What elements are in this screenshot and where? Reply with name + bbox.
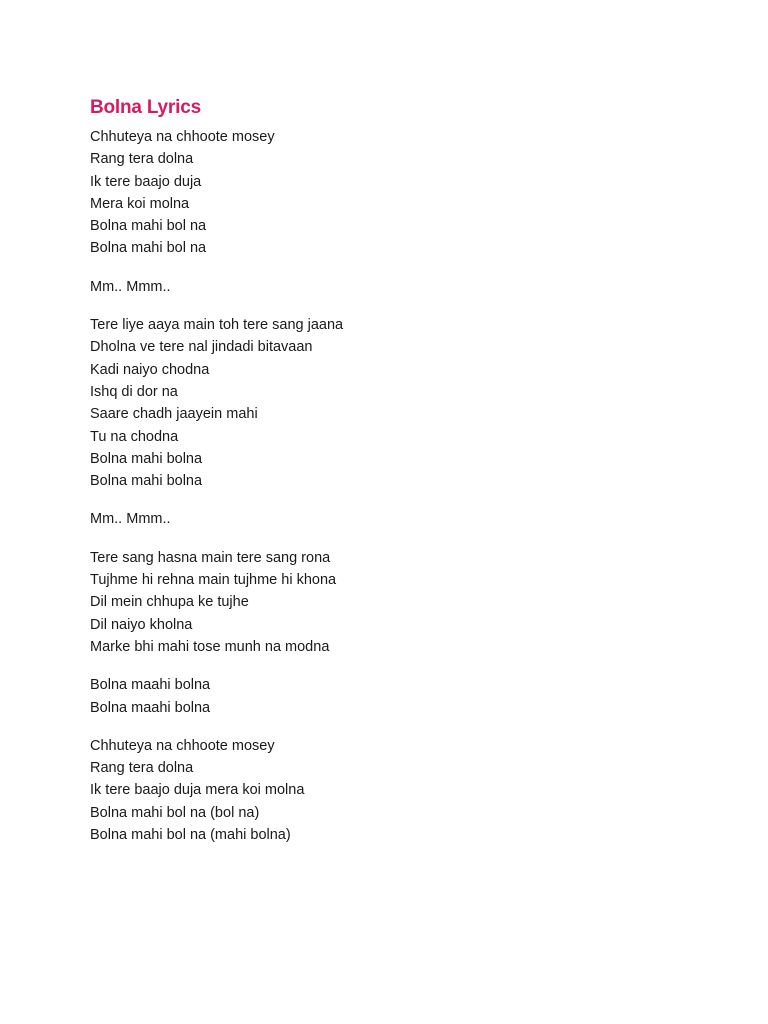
lyric-line: Bolna mahi bolna bbox=[90, 473, 203, 490]
lyric-line: Rang tera dolna bbox=[90, 760, 194, 777]
lyric-line: Bolna mahi bol na (bol na) bbox=[90, 804, 260, 821]
lyric-line: Ik tere baajo duja bbox=[90, 173, 202, 190]
lyric-line: Kadi naiyo chodna bbox=[90, 361, 210, 378]
lyric-line: Mm.. Mmm.. bbox=[90, 511, 171, 528]
lyric-line: Dil naiyo kholna bbox=[90, 616, 193, 633]
stanza-1 bbox=[90, 126, 690, 260]
lyric-line: Tere sang hasna main tere sang rona bbox=[90, 549, 331, 566]
lyric-line: Tere liye aaya main toh tere sang jaana bbox=[90, 317, 344, 334]
stanza-7 bbox=[90, 735, 690, 846]
lyric-line: Bolna mahi bol na bbox=[90, 240, 207, 257]
lyric-line: Marke bhi mahi tose munh na modna bbox=[90, 638, 330, 655]
lyric-line: Rang tera dolna bbox=[90, 151, 194, 168]
lyrics-document bbox=[90, 94, 690, 862]
lyric-line: Bolna maahi bolna bbox=[90, 699, 211, 716]
lyric-line: Mm.. Mmm.. bbox=[90, 278, 171, 295]
page-title: Bolna Lyrics bbox=[90, 97, 201, 118]
lyric-line: Tujhme hi rehna main tujhme hi khona bbox=[90, 572, 337, 589]
lyric-line: Bolna mahi bol na bbox=[90, 218, 207, 235]
lyric-line: Bolna maahi bolna bbox=[90, 677, 211, 694]
lyric-line: Bolna mahi bolna bbox=[90, 450, 203, 467]
lyric-line: Dholna ve tere nal jindadi bitavaan bbox=[90, 339, 313, 356]
lyric-line: Ik tere baajo duja mera koi molna bbox=[90, 782, 305, 799]
lyric-line: Chhuteya na chhoote mosey bbox=[90, 129, 275, 145]
lyric-line: Mera koi molna bbox=[90, 195, 190, 212]
lyric-line: Saare chadh jaayein mahi bbox=[90, 406, 258, 423]
stanza-4 bbox=[90, 508, 690, 530]
stanza-5 bbox=[90, 547, 690, 658]
lyric-line: Bolna mahi bol na (mahi bolna) bbox=[90, 827, 291, 844]
lyric-line: Dil mein chhupa ke tujhe bbox=[90, 594, 249, 611]
stanza-2 bbox=[90, 276, 690, 298]
lyric-line: Ishq di dor na bbox=[90, 383, 178, 400]
lyric-line: Chhuteya na chhoote mosey bbox=[90, 737, 275, 754]
stanza-6 bbox=[90, 674, 690, 719]
lyric-line: Tu na chodna bbox=[90, 428, 179, 445]
stanza-3 bbox=[90, 314, 690, 492]
